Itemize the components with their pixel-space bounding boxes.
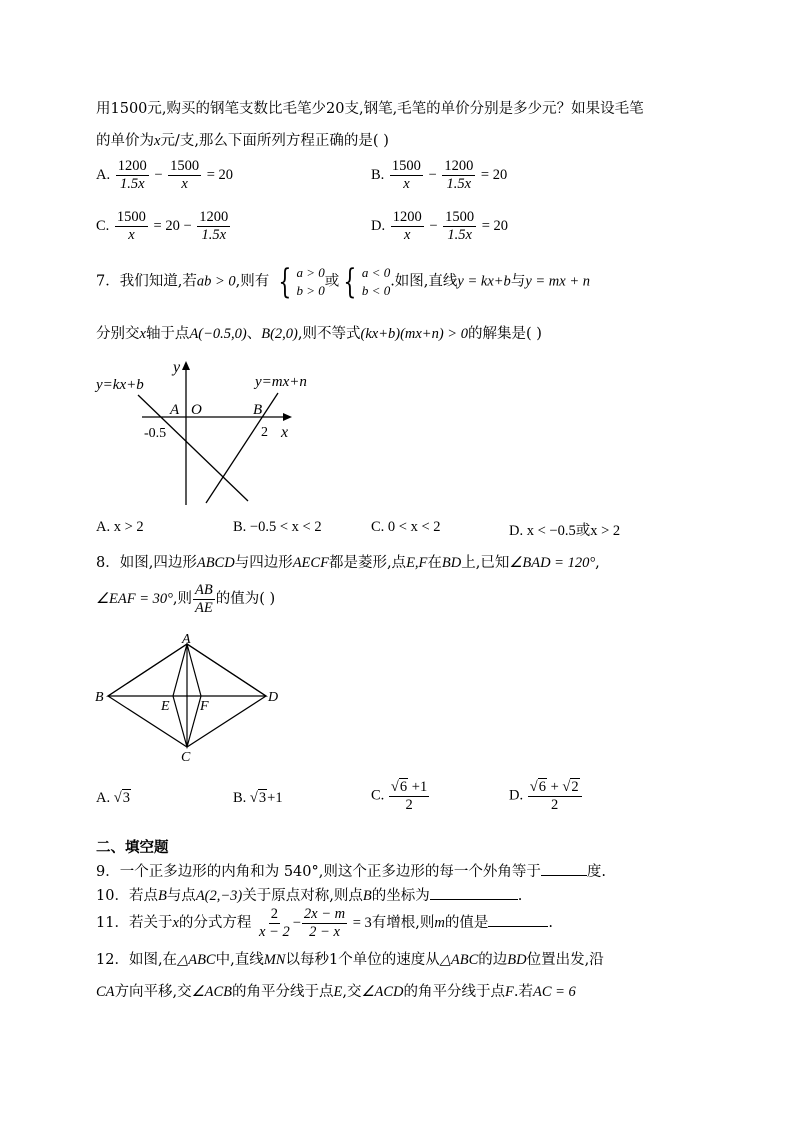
label-E: E bbox=[161, 699, 170, 714]
answer-blank[interactable] bbox=[488, 926, 548, 927]
q7-option-c[interactable]: C. 0 < x < 2 bbox=[371, 519, 441, 535]
label-A: A bbox=[182, 632, 191, 647]
label-D: D bbox=[268, 690, 279, 705]
line-mx-n bbox=[206, 393, 278, 503]
q11: 11．若关于x的分式方程 $\frac{2}{x - 2}$ − $\frac{2x - m}{2 - x}$ = 3有增根,则m的值是 . bbox=[96, 906, 553, 940]
label-x: x bbox=[281, 424, 289, 441]
q8-option-a[interactable]: A. √3 bbox=[96, 790, 130, 806]
q8-option-b[interactable]: B. √3+1 bbox=[233, 790, 283, 806]
q8-figure bbox=[90, 628, 290, 768]
y-axis-arrow-icon bbox=[182, 361, 190, 370]
q7-figure bbox=[90, 355, 320, 515]
q12-line2: CA方向平移,交∠ACB的角平分线于点E,交∠ACD的角平分线于点F.若AC = 6 bbox=[96, 984, 576, 1000]
label-A: A bbox=[170, 402, 180, 418]
answer-blank[interactable] bbox=[430, 899, 518, 900]
label-y: y bbox=[173, 359, 181, 376]
q6-option-d[interactable]: D. $\frac{1200}{x}$ − $\frac{1500}{1.5x}$ = 20 bbox=[371, 209, 509, 243]
q6-line2: 的单价为x元/支,那么下面所列方程正确的是( ) bbox=[96, 133, 389, 149]
q7-line2: 分别交x轴于点A(−0.5,0)、B(2,0),则不等式(kx+b)(mx+n) > 0的解集是( ) bbox=[96, 326, 542, 342]
q6-line1: 用1500元,购买的钢笔支数比毛笔少20支,钢笔,毛笔的单价分别是多少元？如果设毛笔 bbox=[96, 101, 644, 117]
label-C: C bbox=[181, 750, 191, 765]
q7-line1: 7．我们知道,若ab > 0,则有 { a > 0 b > 0 或 { a < 0 b < 0 .如图,直线y = kx+b与y = mx + n bbox=[96, 261, 590, 302]
q6-option-a[interactable]: A. $\frac{1200}{1.5x}$ − $\frac{1500}{x}$ = 20 bbox=[96, 158, 234, 192]
label-mx-n: y=mx+n bbox=[255, 374, 307, 390]
label-kx-b: y=kx+b bbox=[96, 377, 144, 393]
q8-option-d[interactable]: D. $\frac{√6 + √2}{2}$ bbox=[509, 779, 583, 813]
label-two: 2 bbox=[261, 425, 268, 440]
q8-option-c[interactable]: C. $\frac{√6 +1}{2}$ bbox=[371, 779, 428, 813]
label-B: B bbox=[253, 402, 263, 418]
q8-line1: 8．如图,四边形ABCD与四边形AECF都是菱形,点E,F在BD上,已知∠BAD = 120°, bbox=[96, 555, 600, 571]
label-F: F bbox=[200, 699, 209, 714]
label-B: B bbox=[95, 690, 104, 705]
section-title: 二、填空题 bbox=[96, 840, 169, 856]
q7-option-b[interactable]: B. −0.5 < x < 2 bbox=[233, 519, 322, 535]
label-O: O bbox=[191, 402, 202, 418]
label-neg-half: -0.5 bbox=[144, 426, 167, 441]
q12-line1: 12．如图,在△ABC中,直线MN以每秒1个单位的速度从△ABC的边BD位置出发,沿 bbox=[96, 952, 604, 968]
system-2: { a < 0 b < 0 bbox=[343, 261, 391, 302]
q6-option-c[interactable]: C. $\frac{1500}{x}$ = 20 − $\frac{1200}{1.5x}$ bbox=[96, 209, 229, 243]
system-1: { a > 0 b > 0 bbox=[278, 261, 325, 302]
q9: 9．一个正多边形的内角和为 540°,则这个正多边形的每一个外角等于 度. bbox=[96, 864, 606, 880]
q8-line2: ∠EAF = 30°,则 $\frac{AB}{AE}$ 的值为( ) bbox=[96, 582, 276, 616]
x-axis-arrow-icon bbox=[283, 413, 292, 421]
q6-option-b[interactable]: B. $\frac{1500}{x}$ − $\frac{1200}{1.5x}$ = 20 bbox=[371, 158, 508, 192]
q10: 10．若点B与点A(2,−3)关于原点对称,则点B的坐标为 . bbox=[96, 888, 523, 904]
q7-option-d[interactable]: D. x < −0.5或x > 2 bbox=[509, 523, 621, 539]
q7-option-a[interactable]: A. x > 2 bbox=[96, 519, 144, 535]
answer-blank[interactable] bbox=[541, 875, 587, 876]
